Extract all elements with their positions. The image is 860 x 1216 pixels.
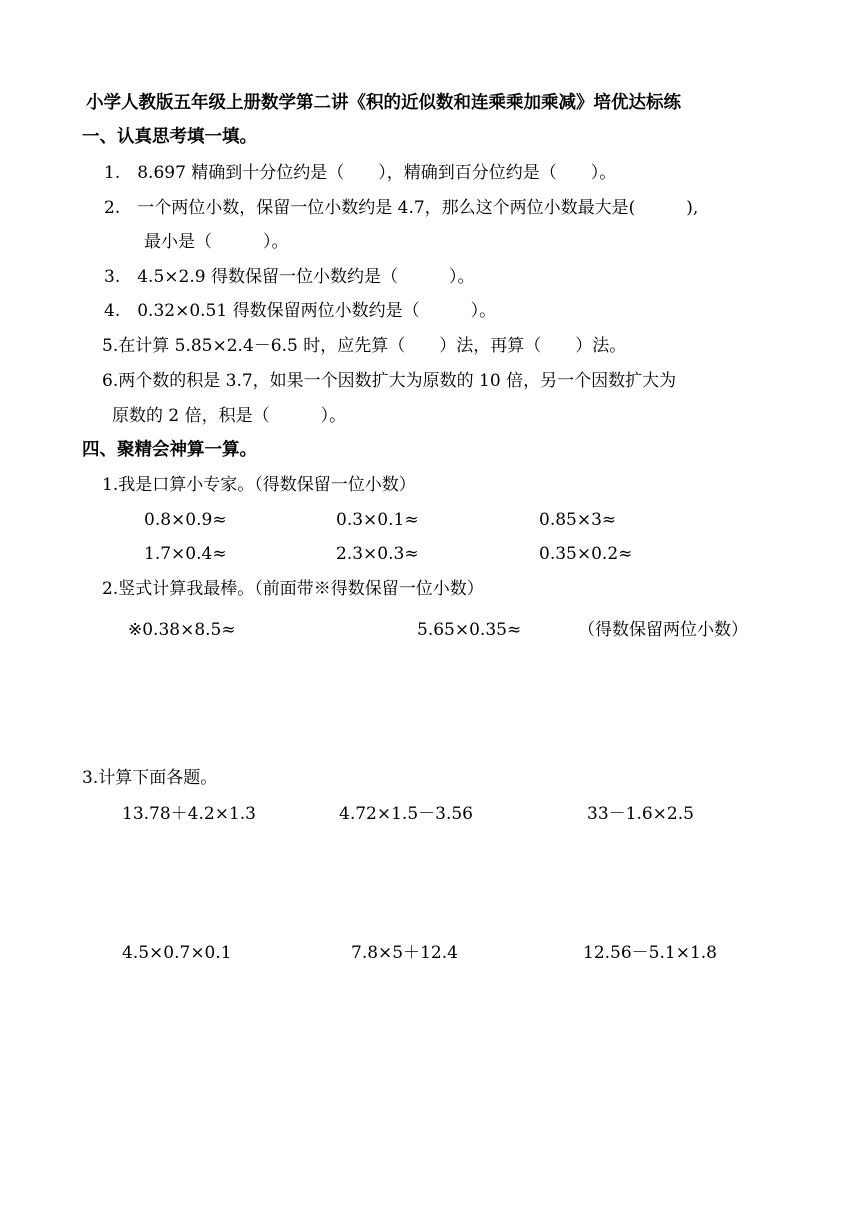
question-1: 1. 8.697 精确到十分位约是（ ），精确到百分位约是（ ）。 — [104, 163, 617, 183]
mental-math-item: 1.7×0.4≈ — [144, 544, 227, 564]
part2-title: 2.竖式计算我最棒。（前面带※得数保留一位小数） — [102, 579, 484, 599]
mental-math-item: 0.85×3≈ — [539, 510, 617, 530]
vertical-calc-item: 5.65×0.35≈ — [417, 620, 522, 640]
calc-item: 33－1.6×2.5 — [587, 804, 694, 824]
question-6-line-2: 原数的 2 倍，积是（ ）。 — [112, 406, 347, 426]
calc-item: 4.5×0.7×0.1 — [122, 943, 232, 963]
part3-title: 3.计算下面各题。 — [82, 768, 218, 788]
question-6-line-1: 6.两个数的积是 3.7，如果一个因数扩大为原数的 10 倍，另一个因数扩大为 — [102, 371, 677, 391]
document-title: 小学人教版五年级上册数学第二讲《积的近似数和连乘乘加乘减》培优达标练 — [86, 93, 681, 113]
mental-math-item: 0.3×0.1≈ — [336, 510, 419, 530]
question-4: 4. 0.32×0.51 得数保留两位小数约是（ ）。 — [104, 301, 497, 321]
calc-item: 13.78＋4.2×1.3 — [122, 804, 256, 824]
calc-item: 12.56－5.1×1.8 — [583, 943, 717, 963]
calc-item: 4.72×1.5－3.56 — [339, 804, 473, 824]
vertical-calc-item: ※0.38×8.5≈ — [128, 620, 236, 640]
question-5: 5.在计算 5.85×2.4－6.5 时，应先算（ ）法，再算（ ）法。 — [102, 336, 627, 356]
section1-heading: 一、认真思考填一填。 — [82, 127, 257, 147]
calc-item: 7.8×5＋12.4 — [351, 943, 458, 963]
mental-math-item: 0.35×0.2≈ — [539, 544, 633, 564]
section4-heading: 四、聚精会神算一算。 — [82, 440, 257, 460]
question-2-line-1: 2. 一个两位小数，保留一位小数约是 4.7，那么这个两位小数最大是( ), — [104, 198, 699, 218]
mental-math-item: 2.3×0.3≈ — [336, 544, 419, 564]
part1-title: 1.我是口算小专家。（得数保留一位小数） — [102, 475, 416, 495]
question-3: 3. 4.5×2.9 得数保留一位小数约是（ ）。 — [104, 267, 475, 287]
vertical-calc-note: （得数保留两位小数） — [578, 620, 748, 640]
question-2-line-2: 最小是（ ）。 — [144, 232, 289, 252]
mental-math-item: 0.8×0.9≈ — [144, 510, 227, 530]
